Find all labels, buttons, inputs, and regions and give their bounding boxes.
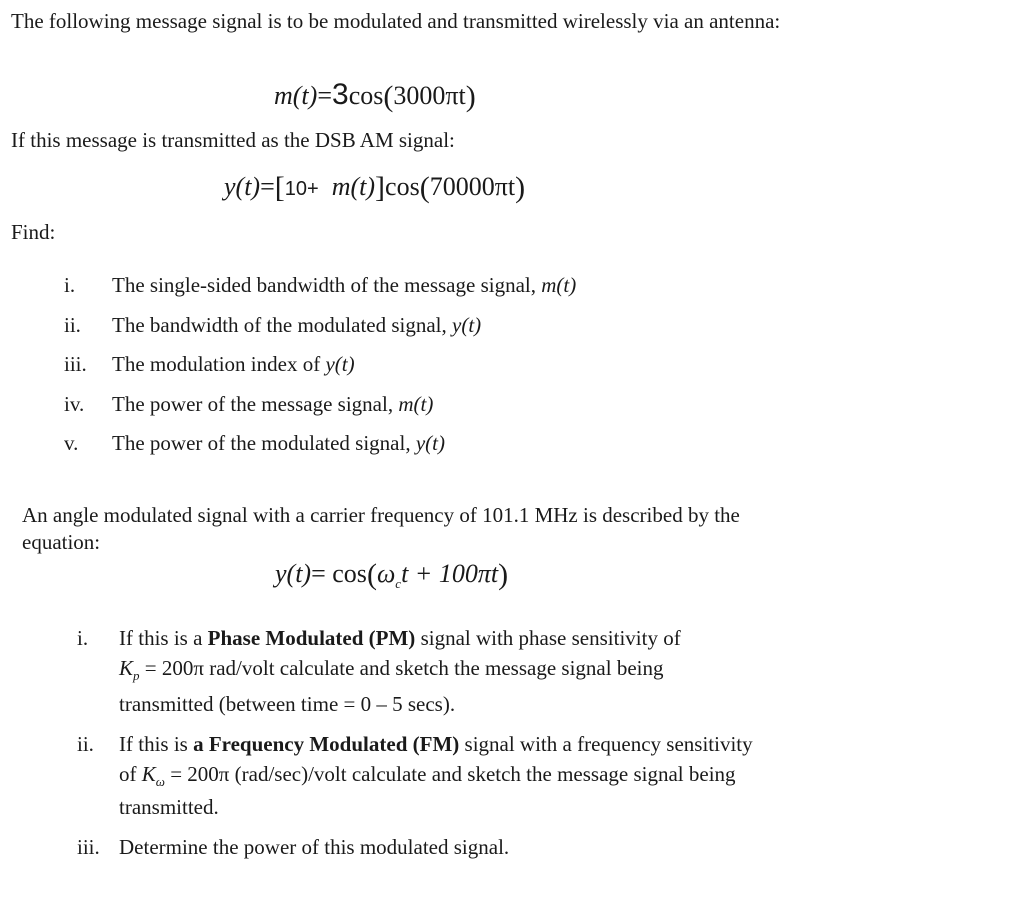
equation-dsb: y(t)=[10+ m(t)]cos(70000πt) [224,171,526,204]
q1-k-sub: p [133,668,140,684]
q3-number: iii. [77,835,100,859]
intro-text: The following message signal is to be modulated and transmitted wirelessly via an antenna: [11,9,781,33]
q2-post: signal with a frequency sensitivity [459,732,753,756]
eq-a-equals: = [311,559,326,588]
eq-y-arg: 70000πt [429,172,516,201]
q2-k-sub: ω [155,774,165,790]
item-var: y(t) [415,431,445,455]
item-var: m(t) [398,392,434,416]
list-item [64,352,355,377]
item-text: The power of the message signal, [112,392,399,416]
item-number: ii. [64,313,81,337]
intro-line-1 [11,8,1011,34]
list-item [64,431,445,456]
item-text: The power of the modulated signal, [112,431,416,455]
question-pm [77,626,681,651]
q1-post: signal with phase sensitivity of [415,626,681,650]
eq-m-arg: 3000πt [393,81,466,110]
section2-intro-line-1: An angle modulated signal with a carrier frequency of 101.1 MHz is described by the [22,503,740,527]
eq-m-lhs: m(t) [274,81,318,110]
q1-line2: = 200π rad/volt calculate and sketch the message signal being [139,656,664,680]
item-text: The single-sided bandwidth of the message signal, [112,273,542,297]
list-item [64,273,576,298]
q2-line2: = 200π (rad/sec)/volt calculate and sketch the message signal being [164,762,736,786]
question-pm-line2 [119,656,663,684]
eq-m-equals: = [317,81,332,110]
item-text: The modulation index of [112,352,326,376]
dsb-line: If this message is transmitted as the DSB AM signal: [11,128,455,152]
q2-number: ii. [77,732,94,756]
eq-m-amplitude: 3 [332,78,349,111]
item-number: i. [64,273,76,297]
item-number: v. [64,431,79,455]
eq-a-fn: cos [332,559,367,588]
item-number: iii. [64,352,87,376]
q1-pre: If this is a [119,626,208,650]
question-fm-line3: transmitted. [119,795,219,819]
find-label: Find: [11,220,56,244]
question-fm-line2 [119,762,736,790]
eq-y-offset: 10+ [284,178,319,200]
q2-k: K [141,762,156,786]
q1-bold: Phase Modulated (PM) [207,626,416,650]
q2-pre: If this is [119,732,194,756]
question-pm-line3: transmitted (between time = 0 – 5 secs). [119,692,456,716]
eq-a-lhs: y(t) [275,559,312,588]
list-item [64,313,481,338]
item-var: y(t) [325,352,355,376]
q1-k: K [119,656,134,680]
item-var: m(t) [541,273,577,297]
item-var: y(t) [452,313,482,337]
question-fm [77,732,753,757]
equation-message: m(t)=3cos(3000πt) [274,78,476,113]
section2-intro-line-2: equation: [22,530,101,554]
item-text: The bandwidth of the modulated signal, [112,313,453,337]
eq-a-rest: t + 100πt [401,559,499,588]
eq-a-omega: ω [376,559,396,588]
eq-y-msg: m(t) [331,172,376,201]
eq-a-sub: c [395,576,402,592]
q3-text: Determine the power of this modulated signal. [119,835,510,859]
q2-of: of [119,762,142,786]
eq-y-equals: = [260,172,275,201]
q2-bold: a Frequency Modulated (FM) [193,732,460,756]
question-power [77,835,509,860]
eq-y-fn: cos [385,172,420,201]
list-item [64,392,433,417]
equation-angle: $y(t)= \cos(\omega_ct + 100\pi t)$ [275,558,509,592]
eq-y-lhs: y(t) [224,172,261,201]
item-number: iv. [64,392,85,416]
q1-number: i. [77,626,89,650]
eq-m-fn: cos [348,81,384,110]
